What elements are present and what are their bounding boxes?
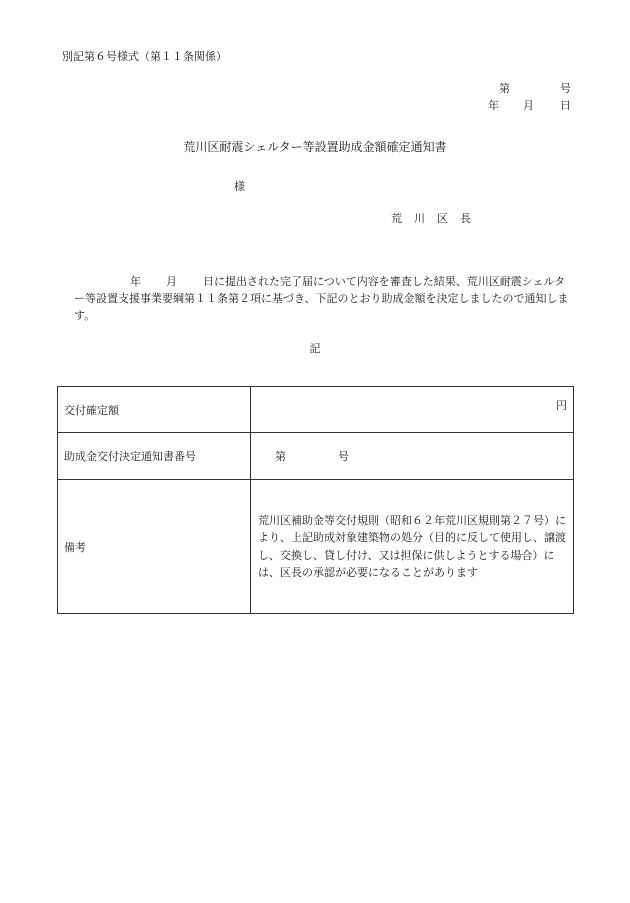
notice-number-cell — [251, 433, 574, 480]
document-number — [499, 80, 571, 94]
notice-number-prefix: 第 — [275, 450, 286, 463]
date-month: 月 — [523, 99, 534, 112]
notice-number-suffix: 号 — [338, 450, 349, 463]
sender-name: 荒川区長 — [391, 212, 483, 225]
remarks-text: 荒川区補助金等交付規則（昭和６２年荒川区規則第２７号）により、上記助成対象建築物の処分（目的に反して使用し、譲渡し、交換し、貸し付け、又は担保に供しようとする場合）には、区長の承認が必要になることがあります — [251, 480, 574, 614]
date-year: 年 — [488, 99, 499, 112]
document-number-prefix: 第 — [499, 82, 510, 95]
form-identifier: 別記第６号様式（第１１条関係） — [62, 50, 227, 63]
page-title: 荒川区耐震シェルター等設置助成金額確定通知書 — [183, 140, 447, 154]
table-row — [58, 387, 574, 433]
body-text: 日に提出された完了届について内容を審査した結果、荒川区耐震シェルター等設置支援事業要綱第１１条第２項に基づき、下記のとおり助成金額を決定しましたので通知します。 — [74, 275, 569, 322]
notification-body — [74, 273, 574, 324]
date-day: 日 — [560, 99, 571, 112]
body-month: 月 — [166, 275, 177, 288]
amount-value-cell — [251, 387, 574, 433]
document-number-suffix: 号 — [560, 82, 571, 95]
table-row — [58, 480, 574, 614]
notice-number-label: 助成金交付決定通知書番号 — [58, 433, 251, 480]
details-table — [57, 386, 574, 614]
body-year: 年 — [130, 275, 141, 288]
remarks-label: 備考 — [58, 480, 251, 614]
yen-unit: 円 — [556, 399, 567, 412]
table-row — [58, 433, 574, 480]
addressee: 様 — [234, 180, 245, 193]
document-date — [488, 97, 571, 111]
amount-label: 交付確定額 — [58, 387, 251, 433]
ki-heading: 記 — [309, 342, 321, 355]
